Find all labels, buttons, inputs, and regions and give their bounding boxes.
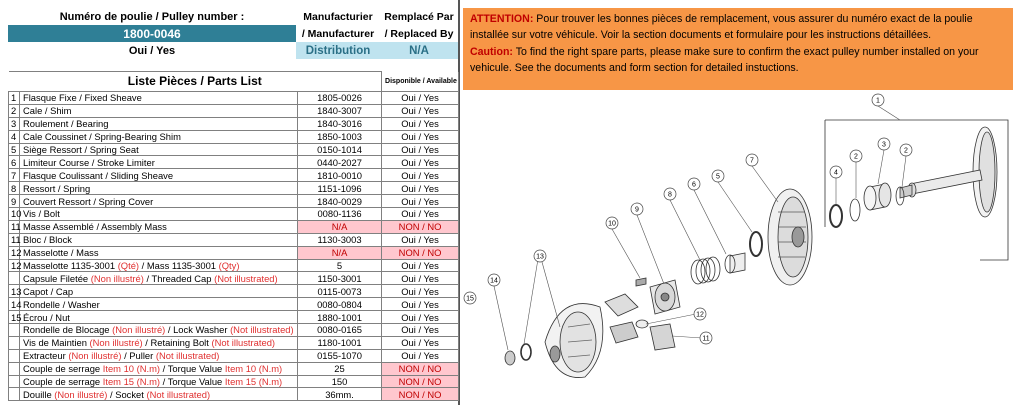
part-description: Rondelle / Washer <box>20 298 298 311</box>
stroke-limiter-part <box>725 253 745 273</box>
part-availability: Oui / Yes <box>382 259 459 272</box>
parts-row <box>9 311 459 324</box>
pulley-number-value: 1800-0046 <box>8 25 296 42</box>
part-item-number: 6 <box>9 156 20 169</box>
parts-row <box>9 324 459 337</box>
part-description-text: / Socket <box>107 388 147 400</box>
attention-paragraph <box>470 12 1006 43</box>
parts-row <box>9 195 459 208</box>
caution-text: To find the right spare parts, please make sure to confirm the exact pulley number installed on your vehicule. See the documents and form section for detailed instuctions. <box>470 46 979 74</box>
part-description-text: / Torque Value <box>160 363 225 375</box>
part-availability: Oui / Yes <box>382 272 459 285</box>
part-reference: 0150-1014 <box>298 143 382 156</box>
part-description-text: / Puller <box>121 350 156 362</box>
parts-row <box>9 143 459 156</box>
parts-row <box>9 336 459 349</box>
part-item-number: 2 <box>9 104 20 117</box>
spring-seat-part <box>750 232 762 256</box>
part-item-number <box>9 375 20 388</box>
part-description-note: (Not illustrated) <box>146 388 211 400</box>
washer-part <box>521 344 531 360</box>
part-description-text: / Retaining Bolt <box>142 337 212 349</box>
callout-label: 13 <box>536 253 544 261</box>
parts-row <box>9 208 459 221</box>
parts-row <box>9 104 459 117</box>
callout-15 <box>464 292 476 304</box>
part-description: Roulement / Bearing <box>20 117 298 130</box>
part-description: Flasque Coulissant / Sliding Sheave <box>20 169 298 182</box>
part-description: Ressort / Spring <box>20 182 298 195</box>
part-reference: 1880-1001 <box>298 311 382 324</box>
callout-label: 11 <box>702 335 710 343</box>
part-description <box>20 324 298 337</box>
part-availability: Oui / Yes <box>382 195 459 208</box>
callout-label: 8 <box>668 191 672 199</box>
part-availability: Oui / Yes <box>382 311 459 324</box>
parts-row <box>9 246 459 259</box>
part-reference: 0080-0165 <box>298 324 382 337</box>
part-item-number: 5 <box>9 143 20 156</box>
attention-notice <box>463 8 1013 90</box>
part-item-number: 1 <box>9 92 20 105</box>
parts-row <box>9 298 459 311</box>
pulley-availability: Oui / Yes <box>128 44 176 57</box>
part-description <box>20 362 298 375</box>
part-description-text: Douille <box>23 388 55 400</box>
part-description <box>20 349 298 362</box>
part-reference: 36mm. <box>298 388 382 401</box>
part-description <box>20 336 298 349</box>
callout-6 <box>688 178 700 190</box>
part-availability: Oui / Yes <box>382 92 459 105</box>
pulley-number-label: Numéro de poulie / Pulley number : <box>59 10 245 23</box>
part-reference: 1130-3003 <box>298 233 382 246</box>
callout-label: 1 <box>876 97 880 105</box>
part-item-number: 9 <box>9 195 20 208</box>
part-description-note: (Non illustré) <box>90 272 144 284</box>
part-item-number <box>9 272 20 285</box>
spring-bearing-shim-part <box>830 205 842 227</box>
part-availability: NON / NO <box>382 388 459 401</box>
parts-row <box>9 233 459 246</box>
part-description: Couvert Ressort / Spring Cover <box>20 195 298 208</box>
part-description-note: (Non illustré) <box>68 350 122 362</box>
part-item-number <box>9 388 20 401</box>
callout-2 <box>850 150 862 162</box>
part-description-note: Item 10 (N.m) <box>102 363 161 375</box>
callout-label: 5 <box>716 173 720 181</box>
part-description-note: (Non illustré) <box>54 388 108 400</box>
parts-row <box>9 130 459 143</box>
part-description: Masse Assemblé / Assembly Mass <box>20 220 298 233</box>
part-description-text: Vis de Maintien <box>23 337 90 349</box>
parts-row <box>9 272 459 285</box>
callout-label: 12 <box>696 311 704 319</box>
part-description-note: (Qté) <box>117 260 140 272</box>
part-availability: NON / NO <box>382 220 459 233</box>
part-item-number: 14 <box>9 298 20 311</box>
callout-11 <box>700 332 712 344</box>
part-description-note: Item 15 (N.m) <box>224 376 283 388</box>
part-description: Masselotte / Mass <box>20 246 298 259</box>
part-item-number <box>9 349 20 362</box>
part-availability: NON / NO <box>382 246 459 259</box>
fixed-sheave-part <box>900 127 997 217</box>
part-description <box>20 388 298 401</box>
part-description: Bloc / Block <box>20 233 298 246</box>
part-availability: Oui / Yes <box>382 324 459 337</box>
attention-text: Pour trouver les bonnes pièces de remplacement, vous assurer du numéro exact de la poulie installée sur votre véhicule. Voir la section documents et formulaire pour les instructions détaillées. <box>470 13 973 41</box>
parts-list-table <box>8 71 459 401</box>
part-description: Siège Ressort / Spring Seat <box>20 143 298 156</box>
part-description-text: Couple de serrage <box>23 363 103 375</box>
part-description: Cale Coussinet / Spring-Bearing Shim <box>20 130 298 143</box>
part-availability: Oui / Yes <box>382 117 459 130</box>
callout-label: 9 <box>635 206 639 214</box>
callout-9 <box>631 203 643 215</box>
parts-row <box>9 285 459 298</box>
part-availability: Oui / Yes <box>382 143 459 156</box>
parts-row <box>9 169 459 182</box>
part-description: Flasque Fixe / Fixed Sheave <box>20 92 298 105</box>
part-item-number: 4 <box>9 130 20 143</box>
callout-14 <box>488 274 500 286</box>
part-reference: N/A <box>298 246 382 259</box>
part-reference: 1150-3001 <box>298 272 382 285</box>
part-reference: 1151-1096 <box>298 182 382 195</box>
part-description-note: Item 15 (N.m) <box>102 376 161 388</box>
parts-row <box>9 117 459 130</box>
part-reference: 1805-0026 <box>298 92 382 105</box>
callout-label: 7 <box>750 157 754 165</box>
part-reference: 5 <box>298 259 382 272</box>
part-availability: Oui / Yes <box>382 208 459 221</box>
callout-label: 15 <box>466 295 474 303</box>
part-item-number: 13 <box>9 285 20 298</box>
part-item-number <box>9 324 20 337</box>
part-reference: 0440-2027 <box>298 156 382 169</box>
available-column-header: Disponible / Available <box>382 72 459 92</box>
part-description-note: Item 10 (N.m) <box>224 363 283 375</box>
parts-row <box>9 388 459 401</box>
spring-part <box>691 257 720 284</box>
part-reference: 0155-1070 <box>298 349 382 362</box>
sliding-sheave-part <box>768 189 812 285</box>
manufacturer-label-en: / Manufacturer <box>301 27 375 40</box>
part-availability: Oui / Yes <box>382 336 459 349</box>
part-description-text: / Threaded Cap <box>143 272 215 284</box>
part-item-number: 12 <box>9 246 20 259</box>
part-reference: 150 <box>298 375 382 388</box>
part-item-number: 11 <box>9 233 20 246</box>
part-description-text: Rondelle de Blocage <box>23 324 113 336</box>
part-reference: 1850-1003 <box>298 130 382 143</box>
callout-3 <box>878 138 890 150</box>
manufacturer-value: Distribution <box>296 42 380 59</box>
exploded-pulley-diagram <box>460 92 1022 405</box>
part-reference: 25 <box>298 362 382 375</box>
part-description-text: / Torque Value <box>160 376 225 388</box>
part-reference: 1180-1001 <box>298 336 382 349</box>
parts-row <box>9 259 459 272</box>
callout-label: 14 <box>490 277 498 285</box>
parts-row <box>9 92 459 105</box>
part-item-number <box>9 362 20 375</box>
spring-cover-part <box>650 280 680 314</box>
part-description-text: Capsule Filetée <box>23 272 91 284</box>
part-description-note: (Non illustré) <box>89 337 143 349</box>
part-description: Cale / Shim <box>20 104 298 117</box>
callout-label: 6 <box>692 181 696 189</box>
part-description-note: (Not illustrated) <box>214 272 278 284</box>
attention-label: ATTENTION: <box>470 13 534 25</box>
parts-row <box>9 220 459 233</box>
part-reference: 1840-3007 <box>298 104 382 117</box>
callout-label: 2 <box>904 147 908 155</box>
parts-list-header <box>9 72 459 92</box>
replaced-by-label-fr: Remplacé Par <box>384 10 454 23</box>
callout-5 <box>712 170 724 182</box>
bearing-part <box>864 183 891 210</box>
part-description-note: (Not illustrated) <box>230 324 294 336</box>
caution-label: Caution: <box>470 46 513 58</box>
pulley-header <box>0 0 458 70</box>
parts-row <box>9 362 459 375</box>
callout-label: 2 <box>854 153 858 161</box>
parts-list-title: Liste Pièces / Parts List <box>9 72 382 92</box>
part-description-text: Couple de serrage <box>23 376 103 388</box>
parts-row <box>9 182 459 195</box>
manufacturer-label-fr: Manufacturier <box>303 10 373 23</box>
part-description-text: Masselotte 1135-3001 <box>23 260 118 272</box>
part-availability: Oui / Yes <box>382 156 459 169</box>
callout-12 <box>694 308 706 320</box>
parts-row <box>9 156 459 169</box>
part-description-note: (Not illustrated) <box>155 350 220 362</box>
part-reference: 0080-0804 <box>298 298 382 311</box>
callout-10 <box>606 217 618 229</box>
part-description: Écrou / Nut <box>20 311 298 324</box>
part-availability: Oui / Yes <box>382 349 459 362</box>
part-description <box>20 375 298 388</box>
part-availability: Oui / Yes <box>382 298 459 311</box>
part-item-number <box>9 336 20 349</box>
part-description-note: (Qty) <box>218 260 240 272</box>
part-item-number: 3 <box>9 117 20 130</box>
part-description-note: (Not illustrated) <box>211 337 276 349</box>
callout-label: 3 <box>882 141 886 149</box>
part-description <box>20 272 298 285</box>
part-availability: NON / NO <box>382 375 459 388</box>
part-description <box>20 259 298 272</box>
part-item-number: 11 <box>9 220 20 233</box>
callout-2 <box>900 144 912 156</box>
part-item-number: 7 <box>9 169 20 182</box>
callout-7 <box>746 154 758 166</box>
replaced-by-value: N/A <box>380 42 458 59</box>
part-reference: 0080-1136 <box>298 208 382 221</box>
part-reference: 0115-0073 <box>298 285 382 298</box>
nut-part <box>505 351 515 365</box>
part-reference: 1840-3016 <box>298 117 382 130</box>
part-availability: NON / NO <box>382 362 459 375</box>
part-description-text: / Lock Washer <box>165 324 231 336</box>
callout-label: 4 <box>834 169 838 177</box>
part-description-text: / Mass 1135-3001 <box>139 260 219 272</box>
part-item-number: 8 <box>9 182 20 195</box>
callout-4 <box>830 166 842 178</box>
part-item-number: 10 <box>9 208 20 221</box>
part-description-text: Extracteur <box>23 350 69 362</box>
parts-row <box>9 349 459 362</box>
bolt-part <box>636 278 646 286</box>
part-reference: 1810-0010 <box>298 169 382 182</box>
part-availability: Oui / Yes <box>382 182 459 195</box>
part-availability: Oui / Yes <box>382 104 459 117</box>
part-availability: Oui / Yes <box>382 233 459 246</box>
parts-row <box>9 375 459 388</box>
part-availability: Oui / Yes <box>382 169 459 182</box>
part-reference: 1840-0029 <box>298 195 382 208</box>
cap-part <box>545 304 603 378</box>
callout-label: 10 <box>608 220 616 228</box>
part-availability: Oui / Yes <box>382 130 459 143</box>
part-description: Capot / Cap <box>20 285 298 298</box>
callout-13 <box>534 250 546 262</box>
callout-8 <box>664 188 676 200</box>
part-description-note: (Non illustré) <box>112 324 166 336</box>
caution-paragraph <box>470 45 1006 76</box>
part-item-number: 12 <box>9 259 20 272</box>
part-availability: Oui / Yes <box>382 285 459 298</box>
part-description: Limiteur Course / Stroke Limiter <box>20 156 298 169</box>
part-description: Vis / Bolt <box>20 208 298 221</box>
part-reference: N/A <box>298 220 382 233</box>
callout-1 <box>872 94 884 106</box>
shim-part-a <box>850 199 860 221</box>
part-item-number: 15 <box>9 311 20 324</box>
replaced-by-label-en: / Replaced By <box>384 27 454 40</box>
